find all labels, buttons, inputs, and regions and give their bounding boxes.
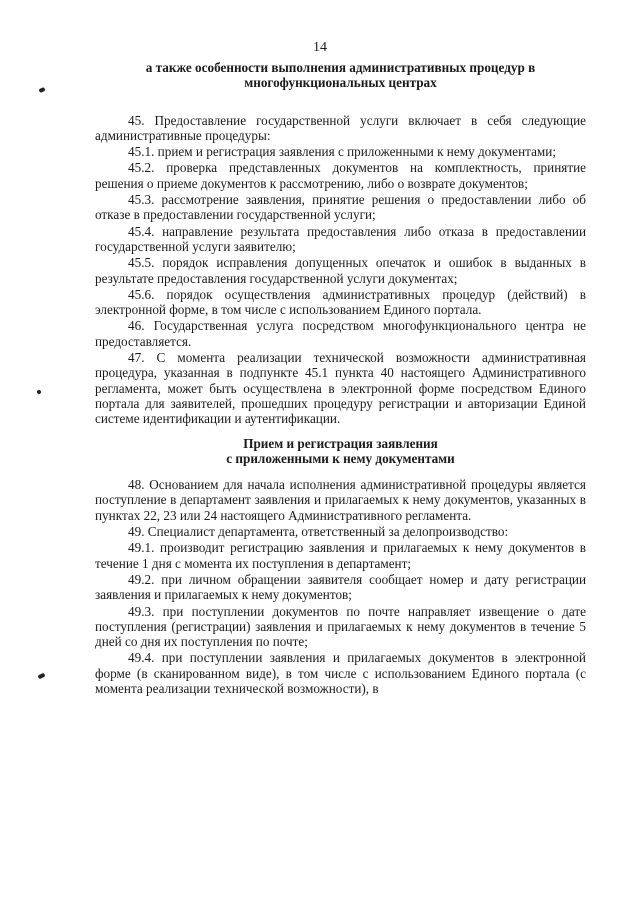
page-number: 14 — [313, 40, 327, 55]
paragraph: 45.6. порядок осуществления административных процедур (действий) в электронной форме, в том числе с использованием Единого портала. — [95, 286, 586, 318]
paragraph: 45.4. направление результата предоставления либо отказа в предоставлении государственной услуги заявителю; — [95, 223, 586, 254]
paragraph: 48. Основанием для начала исполнения административной процедуры является поступление в департамент заявления и прилагаемых к нему документов, указанных в пунктах 22, 23 или 24 настоящего Административного регламента. — [95, 477, 586, 523]
paragraph: 49.2. при личном обращении заявителя сообщает номер и дату регистрации заявления и прилагаемых к нему документов; — [95, 571, 586, 603]
heading-line: а также особенности выполнения административных процедур в — [145, 60, 536, 75]
section-heading — [95, 436, 586, 467]
paragraph: 49.1. производит регистрацию заявления и прилагаемых к нему документов в течение 1 дня с момента их поступления в департамент; — [95, 540, 586, 571]
paragraph: 45.5. порядок исправления допущенных опечаток и ошибок в выданных в результате предоставления государственной услуги документах; — [95, 255, 586, 286]
scan-mark — [36, 389, 41, 394]
scan-mark — [37, 673, 45, 680]
heading-line: многофункциональных центрах — [244, 75, 437, 91]
paragraph: 47. С момента реализации технической возможности административная процедура, указанная в подпункте 45.1 пункта 40 настоящего Административного регламента, может быть осуществлена в электронной форме посредством Единого портала для заявителей, прошедших процедуру регистрации и авторизации Единой системе идентификации и аутентификации. — [95, 350, 586, 427]
scan-mark — [38, 87, 45, 93]
paragraph: 49. Специалист департамента, ответственный за делопроизводство: — [128, 524, 509, 540]
paragraph: 45. Предоставление государственной услуги включает в себя следующие административные процедуры: — [95, 112, 586, 143]
paragraph: 45.1. прием и регистрация заявления с приложенными к нему документами; — [128, 144, 557, 160]
paragraph: 45.3. рассмотрение заявления, принятие решения о предоставлении либо об отказе в предоставлении государственной услуги; — [95, 192, 586, 223]
document-body — [95, 60, 586, 697]
heading-line: с приложенными к нему документами — [226, 450, 455, 466]
heading-line: Прием и регистрация заявления — [243, 435, 438, 451]
paragraph: 49.3. при поступлении документов по почте направляет извещение о дате поступления (регистрации) заявления и прилагаемых к нему документов в течение 5 дней со дня их поступления по почте; — [95, 603, 586, 650]
paragraph: 49.4. при поступлении заявления и прилагаемых документов в электронной форме (в сканированном виде), в том числе с использованием Единого портала (с момента реализации технической возможности), в — [95, 650, 586, 696]
section-heading — [95, 60, 586, 91]
paragraph: 45.2. проверка представленных документов на комплектность, принятие решения о приеме документов к рассмотрению, либо о возврате документов; — [95, 160, 586, 191]
paragraph: 46. Государственная услуга посредством многофункционального центра не предоставляется. — [95, 318, 586, 349]
